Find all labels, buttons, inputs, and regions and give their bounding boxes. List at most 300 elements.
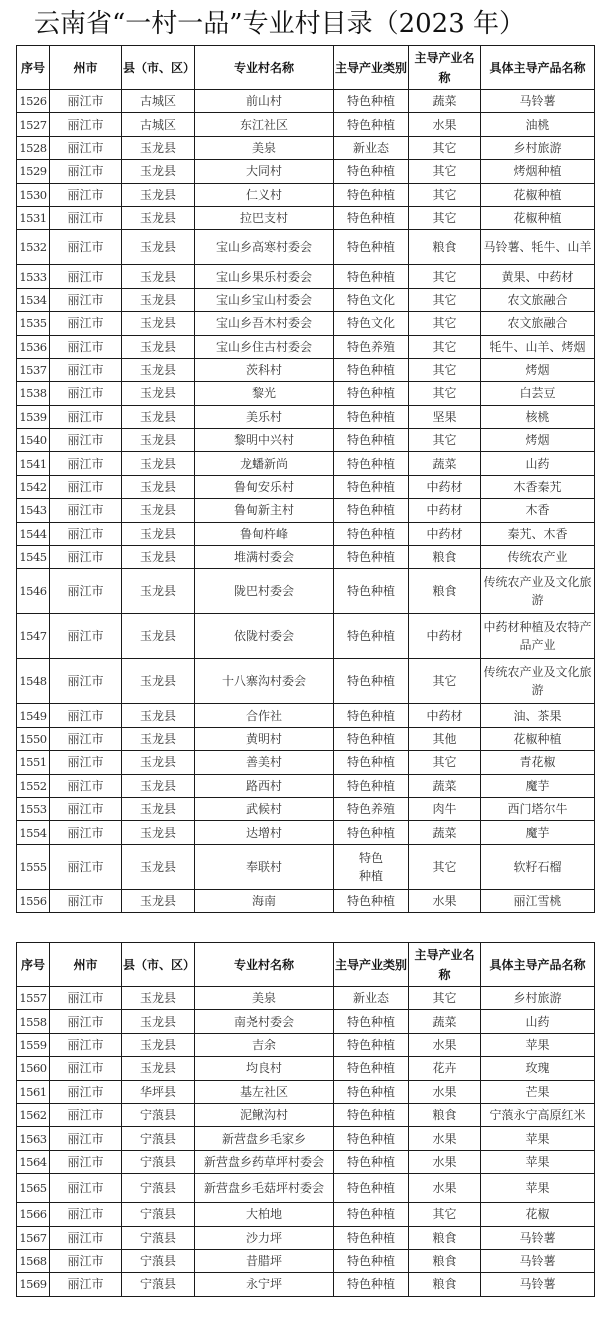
cell-county: 玉龙县	[122, 614, 195, 659]
cell-category: 特色种植	[334, 821, 409, 844]
cell-city: 丽江市	[50, 206, 122, 229]
cell-city: 丽江市	[50, 429, 122, 452]
header-village: 专业村名称	[195, 943, 334, 987]
cell-city: 丽江市	[50, 546, 122, 569]
cell-product: 烤烟	[481, 429, 595, 452]
cell-no: 1536	[17, 335, 50, 358]
cell-category: 特色种植	[334, 183, 409, 206]
cell-county: 玉龙县	[122, 499, 195, 522]
cell-village: 茨科村	[195, 358, 334, 381]
table-row	[17, 1273, 595, 1296]
table-header-row	[17, 46, 595, 90]
cell-city: 丽江市	[50, 113, 122, 136]
cell-no: 1563	[17, 1127, 50, 1150]
cell-no: 1541	[17, 452, 50, 475]
cell-county: 玉龙县	[122, 230, 195, 265]
cell-no: 1554	[17, 821, 50, 844]
cell-no: 1544	[17, 522, 50, 545]
table-row	[17, 230, 595, 265]
cell-product: 花椒种植	[481, 183, 595, 206]
cell-city: 丽江市	[50, 475, 122, 498]
cell-industry: 粮食	[409, 230, 481, 265]
cell-county: 玉龙县	[122, 659, 195, 704]
cell-product: 苹果	[481, 1174, 595, 1203]
table-row	[17, 987, 595, 1010]
cell-county: 宁蒗县	[122, 1273, 195, 1296]
cell-city: 丽江市	[50, 727, 122, 750]
cell-village: 善美村	[195, 751, 334, 774]
table-row	[17, 265, 595, 288]
cell-product: 乡村旅游	[481, 987, 595, 1010]
cell-county: 玉龙县	[122, 452, 195, 475]
cell-category: 特色种植	[334, 1080, 409, 1103]
table-row	[17, 358, 595, 381]
cell-village: 均良村	[195, 1057, 334, 1080]
cell-city: 丽江市	[50, 751, 122, 774]
cell-category: 特色种植	[334, 1033, 409, 1056]
cell-industry: 其它	[409, 429, 481, 452]
cell-county: 玉龙县	[122, 206, 195, 229]
cell-category: 特色种植	[334, 429, 409, 452]
cell-county: 宁蒗县	[122, 1203, 195, 1226]
cell-city: 丽江市	[50, 405, 122, 428]
cell-category: 特色种植	[334, 774, 409, 797]
cell-industry: 中药材	[409, 522, 481, 545]
cell-city: 丽江市	[50, 1273, 122, 1296]
table-row	[17, 614, 595, 659]
cell-no: 1561	[17, 1080, 50, 1103]
table-row	[17, 522, 595, 545]
table-row	[17, 659, 595, 704]
cell-product: 苹果	[481, 1150, 595, 1173]
cell-industry: 粮食	[409, 546, 481, 569]
cell-city: 丽江市	[50, 1249, 122, 1272]
cell-category: 特色种植	[334, 727, 409, 750]
cell-county: 玉龙县	[122, 1010, 195, 1033]
cell-category: 特色种植	[334, 1150, 409, 1173]
table-row	[17, 569, 595, 614]
cell-industry: 其它	[409, 358, 481, 381]
cell-industry: 其它	[409, 751, 481, 774]
cell-industry: 其它	[409, 288, 481, 311]
cell-no: 1556	[17, 889, 50, 912]
cell-village: 南尧村委会	[195, 1010, 334, 1033]
cell-industry: 水果	[409, 889, 481, 912]
cell-category: 特色种植	[334, 889, 409, 912]
cell-product: 芒果	[481, 1080, 595, 1103]
cell-product: 木香	[481, 499, 595, 522]
cell-industry: 其它	[409, 844, 481, 889]
cell-industry: 中药材	[409, 704, 481, 727]
cell-county: 玉龙县	[122, 183, 195, 206]
cell-village: 仁义村	[195, 183, 334, 206]
cell-county: 玉龙县	[122, 1033, 195, 1056]
cell-city: 丽江市	[50, 335, 122, 358]
cell-city: 丽江市	[50, 987, 122, 1010]
cell-village: 路西村	[195, 774, 334, 797]
cell-industry: 粮食	[409, 1273, 481, 1296]
cell-industry: 花卉	[409, 1057, 481, 1080]
cell-category: 特色种植	[334, 1273, 409, 1296]
header-city: 州市	[50, 46, 122, 90]
cell-city: 丽江市	[50, 659, 122, 704]
table-row	[17, 288, 595, 311]
cell-city: 丽江市	[50, 136, 122, 159]
cell-city: 丽江市	[50, 183, 122, 206]
cell-city: 丽江市	[50, 774, 122, 797]
cell-category: 特色种植	[334, 1249, 409, 1272]
header-product: 具体主导产品名称	[481, 943, 595, 987]
cell-county: 玉龙县	[122, 1057, 195, 1080]
cell-industry: 其他	[409, 727, 481, 750]
cell-village: 宝山乡住古村委会	[195, 335, 334, 358]
cell-county: 玉龙县	[122, 844, 195, 889]
cell-village: 沙力坪	[195, 1226, 334, 1249]
table-row	[17, 1127, 595, 1150]
table-row	[17, 1226, 595, 1249]
cell-category: 特色种植	[334, 475, 409, 498]
cell-no: 1559	[17, 1033, 50, 1056]
cell-city: 丽江市	[50, 522, 122, 545]
cell-village: 美乐村	[195, 405, 334, 428]
cell-category: 特色种植	[334, 90, 409, 113]
cell-city: 丽江市	[50, 1103, 122, 1126]
cell-county: 玉龙县	[122, 889, 195, 912]
cell-category: 特色种植	[334, 751, 409, 774]
table-row	[17, 113, 595, 136]
cell-no: 1548	[17, 659, 50, 704]
cell-village: 陇巴村委会	[195, 569, 334, 614]
cell-industry: 粮食	[409, 569, 481, 614]
table-row	[17, 1150, 595, 1173]
cell-product: 宁蒗永宁高原红米	[481, 1103, 595, 1126]
cell-city: 丽江市	[50, 1127, 122, 1150]
table-row	[17, 774, 595, 797]
cell-product: 核桃	[481, 405, 595, 428]
cell-category: 特色养殖	[334, 335, 409, 358]
cell-city: 丽江市	[50, 821, 122, 844]
cell-product: 花椒种植	[481, 206, 595, 229]
cell-product: 烤烟	[481, 358, 595, 381]
table-row	[17, 160, 595, 183]
cell-no: 1562	[17, 1103, 50, 1126]
cell-industry: 粮食	[409, 1226, 481, 1249]
table-row	[17, 499, 595, 522]
cell-village: 鲁甸杵峰	[195, 522, 334, 545]
cell-no: 1560	[17, 1057, 50, 1080]
cell-no: 1539	[17, 405, 50, 428]
cell-category: 特色种植	[334, 405, 409, 428]
cell-industry: 粮食	[409, 1249, 481, 1272]
table-row	[17, 727, 595, 750]
header-industry: 主导产业名称	[409, 46, 481, 90]
cell-county: 玉龙县	[122, 382, 195, 405]
cell-category: 特色种植	[334, 1010, 409, 1033]
cell-product: 马铃薯	[481, 1249, 595, 1272]
cell-county: 玉龙县	[122, 797, 195, 820]
cell-county: 宁蒗县	[122, 1226, 195, 1249]
table-row	[17, 405, 595, 428]
table-row	[17, 90, 595, 113]
cell-product: 山药	[481, 1010, 595, 1033]
cell-village: 新营盘乡药草坪村委会	[195, 1150, 334, 1173]
cell-county: 玉龙县	[122, 704, 195, 727]
cell-village: 大同村	[195, 160, 334, 183]
table-row	[17, 751, 595, 774]
cell-industry: 蔬菜	[409, 821, 481, 844]
cell-product: 黄果、中药材	[481, 265, 595, 288]
cell-industry: 水果	[409, 1150, 481, 1173]
table-row	[17, 452, 595, 475]
cell-village: 堆满村委会	[195, 546, 334, 569]
cell-county: 玉龙县	[122, 727, 195, 750]
cell-city: 丽江市	[50, 614, 122, 659]
cell-product: 山药	[481, 452, 595, 475]
cell-city: 丽江市	[50, 1080, 122, 1103]
cell-village: 新营盘乡毛菇坪村委会	[195, 1174, 334, 1203]
cell-county: 华坪县	[122, 1080, 195, 1103]
cell-county: 宁蒗县	[122, 1127, 195, 1150]
table-row	[17, 206, 595, 229]
cell-category: 特色种植	[334, 614, 409, 659]
cell-category: 特色种植	[334, 1127, 409, 1150]
cell-industry: 水果	[409, 1174, 481, 1203]
table-row	[17, 312, 595, 335]
header-county: 县（市、区）	[122, 943, 195, 987]
cell-city: 丽江市	[50, 265, 122, 288]
cell-city: 丽江市	[50, 797, 122, 820]
cell-county: 玉龙县	[122, 522, 195, 545]
cell-no: 1568	[17, 1249, 50, 1272]
cell-city: 丽江市	[50, 1010, 122, 1033]
cell-county: 玉龙县	[122, 288, 195, 311]
cell-no: 1535	[17, 312, 50, 335]
cell-village: 大柏地	[195, 1203, 334, 1226]
cell-county: 玉龙县	[122, 160, 195, 183]
table-row	[17, 1057, 595, 1080]
cell-category: 特色养殖	[334, 797, 409, 820]
cell-product: 玫瑰	[481, 1057, 595, 1080]
table-row	[17, 1203, 595, 1226]
cell-village: 鲁甸新主村	[195, 499, 334, 522]
cell-no: 1538	[17, 382, 50, 405]
cell-category: 特色种植	[334, 546, 409, 569]
cell-village: 武候村	[195, 797, 334, 820]
header-county: 县（市、区）	[122, 46, 195, 90]
cell-industry: 其它	[409, 382, 481, 405]
cell-industry: 水果	[409, 1127, 481, 1150]
cell-no: 1567	[17, 1226, 50, 1249]
cell-product: 青花椒	[481, 751, 595, 774]
cell-no: 1533	[17, 265, 50, 288]
cell-product: 油、茶果	[481, 704, 595, 727]
cell-village: 基左社区	[195, 1080, 334, 1103]
cell-product: 传统农产业及文化旅游	[481, 569, 595, 614]
cell-industry: 其它	[409, 183, 481, 206]
cell-village: 合作社	[195, 704, 334, 727]
cell-city: 丽江市	[50, 358, 122, 381]
cell-county: 宁蒗县	[122, 1150, 195, 1173]
cell-industry: 其它	[409, 206, 481, 229]
cell-category: 特色种植	[334, 1203, 409, 1226]
cell-village: 美泉	[195, 987, 334, 1010]
cell-no: 1558	[17, 1010, 50, 1033]
header-category: 主导产业类别	[334, 943, 409, 987]
cell-product: 农文旅融合	[481, 312, 595, 335]
cell-industry: 蔬菜	[409, 774, 481, 797]
cell-county: 玉龙县	[122, 475, 195, 498]
cell-city: 丽江市	[50, 288, 122, 311]
cell-category: 特色种植	[334, 160, 409, 183]
cell-no: 1537	[17, 358, 50, 381]
cell-no: 1546	[17, 569, 50, 614]
cell-village: 黎明中兴村	[195, 429, 334, 452]
cell-product: 木香秦艽	[481, 475, 595, 498]
cell-city: 丽江市	[50, 1057, 122, 1080]
cell-category: 特色种植	[334, 659, 409, 704]
cell-industry: 其它	[409, 160, 481, 183]
cell-industry: 中药材	[409, 499, 481, 522]
cell-industry: 其它	[409, 987, 481, 1010]
cell-category: 特色种植	[334, 1103, 409, 1126]
cell-no: 1527	[17, 113, 50, 136]
table-row	[17, 382, 595, 405]
cell-category: 新业态	[334, 136, 409, 159]
cell-county: 古城区	[122, 113, 195, 136]
cell-county: 玉龙县	[122, 774, 195, 797]
cell-category: 特色种植	[334, 206, 409, 229]
cell-category: 特色种植	[334, 522, 409, 545]
cell-no: 1528	[17, 136, 50, 159]
cell-city: 丽江市	[50, 844, 122, 889]
cell-village: 十八寨沟村委会	[195, 659, 334, 704]
cell-industry: 蔬菜	[409, 1010, 481, 1033]
table-row	[17, 889, 595, 912]
header-village: 专业村名称	[195, 46, 334, 90]
cell-no: 1549	[17, 704, 50, 727]
cell-county: 玉龙县	[122, 136, 195, 159]
cell-product: 农文旅融合	[481, 288, 595, 311]
cell-no: 1569	[17, 1273, 50, 1296]
cell-village: 龙蟠新尚	[195, 452, 334, 475]
cell-city: 丽江市	[50, 230, 122, 265]
cell-county: 玉龙县	[122, 821, 195, 844]
cell-category: 新业态	[334, 987, 409, 1010]
cell-category: 特色种植	[334, 265, 409, 288]
cell-county: 玉龙县	[122, 987, 195, 1010]
cell-product: 软籽石榴	[481, 844, 595, 889]
cell-category: 特色种植	[334, 569, 409, 614]
cell-industry: 其它	[409, 659, 481, 704]
cell-county: 古城区	[122, 90, 195, 113]
cell-county: 玉龙县	[122, 358, 195, 381]
cell-city: 丽江市	[50, 569, 122, 614]
cell-county: 玉龙县	[122, 569, 195, 614]
cell-category: 特色种植	[334, 382, 409, 405]
cell-village: 宝山乡宝山村委会	[195, 288, 334, 311]
cell-no: 1531	[17, 206, 50, 229]
table-row	[17, 1103, 595, 1126]
cell-village: 奉联村	[195, 844, 334, 889]
cell-product: 马铃薯	[481, 90, 595, 113]
cell-village: 拉巴支村	[195, 206, 334, 229]
cell-no: 1542	[17, 475, 50, 498]
cell-industry: 蔬菜	[409, 90, 481, 113]
cell-category: 特色文化	[334, 312, 409, 335]
cell-category: 特色种植	[334, 1226, 409, 1249]
cell-no: 1566	[17, 1203, 50, 1226]
cell-city: 丽江市	[50, 499, 122, 522]
table-body-1	[17, 90, 595, 913]
cell-industry: 粮食	[409, 1103, 481, 1126]
cell-village: 依陇村委会	[195, 614, 334, 659]
cell-industry: 中药材	[409, 475, 481, 498]
cell-industry: 其它	[409, 335, 481, 358]
cell-county: 宁蒗县	[122, 1103, 195, 1126]
cell-city: 丽江市	[50, 312, 122, 335]
cell-product: 乡村旅游	[481, 136, 595, 159]
cell-county: 玉龙县	[122, 265, 195, 288]
cell-industry: 水果	[409, 1033, 481, 1056]
cell-no: 1526	[17, 90, 50, 113]
cell-city: 丽江市	[50, 382, 122, 405]
cell-village: 前山村	[195, 90, 334, 113]
cell-village: 海南	[195, 889, 334, 912]
village-table-1	[16, 45, 595, 913]
cell-no: 1552	[17, 774, 50, 797]
cell-industry: 水果	[409, 1080, 481, 1103]
village-table-2	[16, 942, 595, 1297]
cell-village: 宝山乡果乐村委会	[195, 265, 334, 288]
cell-industry: 其它	[409, 265, 481, 288]
cell-category: 特色种植	[334, 113, 409, 136]
cell-county: 玉龙县	[122, 405, 195, 428]
cell-category: 特色种植	[334, 230, 409, 265]
table-row	[17, 797, 595, 820]
cell-product: 苹果	[481, 1033, 595, 1056]
header-no: 序号	[17, 46, 50, 90]
header-no: 序号	[17, 943, 50, 987]
cell-product: 马铃薯	[481, 1226, 595, 1249]
cell-industry: 水果	[409, 113, 481, 136]
cell-product: 马铃薯、牦牛、山羊	[481, 230, 595, 265]
cell-industry: 其它	[409, 136, 481, 159]
cell-city: 丽江市	[50, 1203, 122, 1226]
cell-no: 1555	[17, 844, 50, 889]
table-row	[17, 475, 595, 498]
cell-no: 1565	[17, 1174, 50, 1203]
cell-no: 1553	[17, 797, 50, 820]
cell-product: 苹果	[481, 1127, 595, 1150]
table-row	[17, 1033, 595, 1056]
cell-category: 特色种植	[334, 704, 409, 727]
cell-county: 玉龙县	[122, 751, 195, 774]
cell-village: 东江社区	[195, 113, 334, 136]
cell-city: 丽江市	[50, 704, 122, 727]
cell-village: 新营盘乡毛家乡	[195, 1127, 334, 1150]
cell-product: 油桃	[481, 113, 595, 136]
cell-county: 宁蒗县	[122, 1249, 195, 1272]
table-row	[17, 704, 595, 727]
cell-product: 烤烟种植	[481, 160, 595, 183]
table-body-2	[17, 987, 595, 1297]
cell-city: 丽江市	[50, 90, 122, 113]
header-industry: 主导产业名称	[409, 943, 481, 987]
cell-county: 玉龙县	[122, 335, 195, 358]
cell-no: 1550	[17, 727, 50, 750]
cell-county: 玉龙县	[122, 429, 195, 452]
cell-product: 丽江雪桃	[481, 889, 595, 912]
